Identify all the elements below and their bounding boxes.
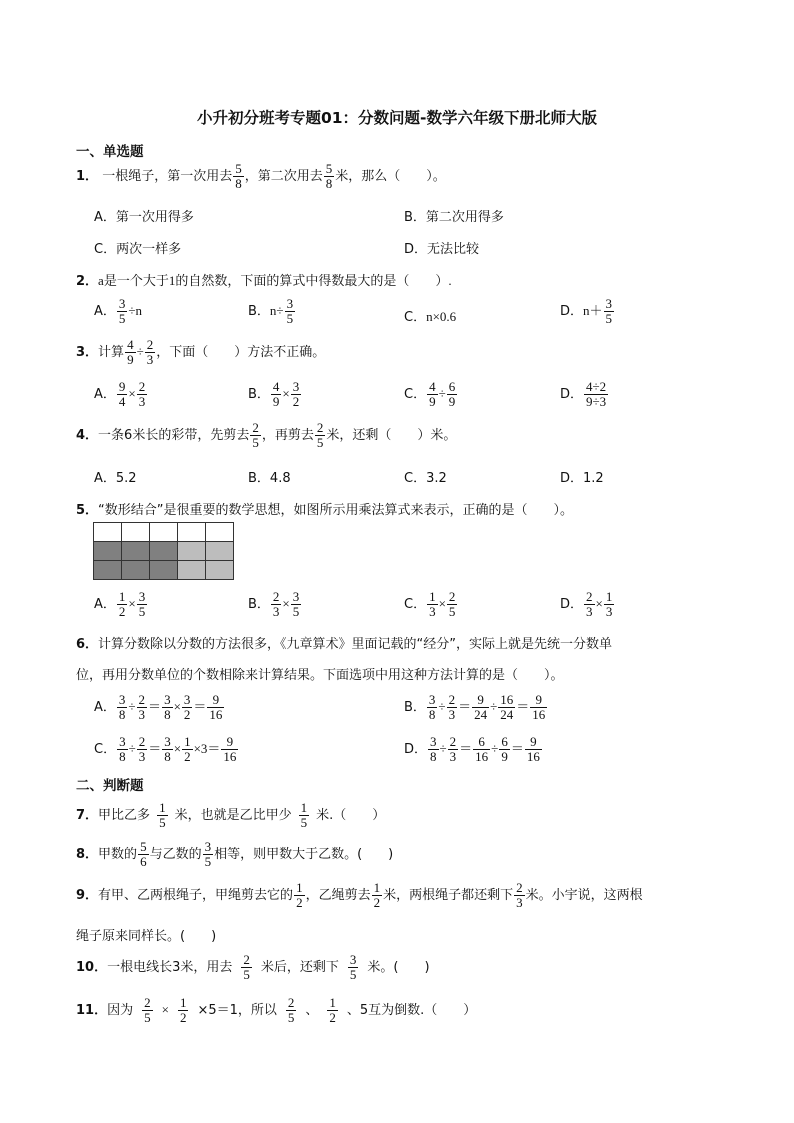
question-number: 3． <box>76 345 99 360</box>
question-5: 5．“数形结合”是很重要的数学思想，如图所示用乘法算式来表示，正确的是（ ）。 <box>76 503 574 518</box>
option-c: C．n×0.6 <box>404 309 457 325</box>
fraction: $\frac{4\div 2}{9\div 3}$ <box>586 379 607 409</box>
fraction: $\frac{1}{2}$ <box>373 880 381 910</box>
option-d: D．无法比较 <box>404 242 480 257</box>
fraction: $\frac{5}{6}$ <box>140 839 147 869</box>
question-number: 10． <box>76 960 108 975</box>
question-7: 7．甲比乙多 $\frac{1}{5}$ 米，也就是乙比甲少 $\frac{1}{5}$ 米.（ ） <box>76 800 386 830</box>
fraction: $\frac{6}{9}$ <box>501 734 508 764</box>
option-a: A．5.2 <box>94 471 137 486</box>
question-3: 3．计算 $\frac{4}{9}$ ÷ $\frac{2}{3}$ ，下面（ ）方法不正确。 <box>76 337 326 367</box>
fraction: $\frac{9}{16}$ <box>532 692 546 722</box>
option-c: C．3.2 <box>404 471 447 486</box>
grid-cell <box>178 561 206 580</box>
question-10: 10．一根电线长3米，用去 $\frac{2}{5}$ 米后，还剩下 $\frac{3}{5}$ 米。( ) <box>76 952 430 982</box>
fraction: $\frac{3}{5}$ <box>605 296 613 326</box>
grid-cell <box>150 542 178 561</box>
fraction: $\frac{3}{8}$ <box>164 734 171 764</box>
grid-cell <box>150 561 178 580</box>
fraction: $\frac{1}{2}$ <box>329 995 336 1025</box>
question-number: 1． <box>76 169 99 184</box>
grid-row <box>94 523 234 542</box>
option-b: B． $\frac{3}{8}$ ÷ $\frac{2}{3}$ ＝ $\frac{9}{24}$ ÷ $\frac{16}{24}$ ＝ $\frac{9}{16}$ <box>404 692 546 722</box>
fraction: $\frac{2}{3}$ <box>272 589 280 619</box>
option-c: C．两次一样多 <box>94 242 182 257</box>
option-c: C． $\frac{4}{9}$ ÷ $\frac{6}{9}$ <box>404 379 456 409</box>
option-d: D．n＋ $\frac{3}{5}$ <box>560 296 613 326</box>
fraction: $\frac{9}{4}$ <box>118 379 126 409</box>
question-text: 米，那么（ ）。 <box>335 169 446 184</box>
question-11: 11．因为 $\frac{2}{5}$ × $\frac{1}{2}$ ×5＝1，所以 $\frac{2}{5}$ 、 $\frac{1}{2}$ 、5互为倒数.（ ） <box>76 995 477 1025</box>
option-c: C． $\frac{1}{3}$ × $\frac{2}{5}$ <box>404 589 456 619</box>
fraction: $\frac{1}{2}$ <box>296 880 303 910</box>
fraction: $\frac{3}{5}$ <box>349 952 357 982</box>
option-c: C． $\frac{3}{8}$ ÷ $\frac{2}{3}$ ＝ $\frac{3}{8}$ × $\frac{1}{2}$ ×3＝ $\frac{9}{16}$ <box>94 734 237 764</box>
fraction: $\frac{5}{8}$ <box>235 161 242 191</box>
question-2 <box>76 270 452 289</box>
question-9-line-2: 绳子原来同样长。( ) <box>76 929 217 944</box>
fraction: $\frac{1}{3}$ <box>605 589 613 619</box>
operator: ＝ <box>516 699 530 714</box>
fraction: $\frac{3}{8}$ <box>164 692 171 722</box>
option-d: D． $\frac{2}{3}$ × $\frac{1}{3}$ <box>560 589 613 619</box>
fraction: $\frac{4}{9}$ <box>429 379 436 409</box>
fraction: $\frac{9}{16}$ <box>223 734 237 764</box>
fraction: $\frac{6}{9}$ <box>448 379 456 409</box>
question-text: a是一个大于1的自然数，下面的算式中得数最大的是（ ）. <box>98 273 452 288</box>
fraction: $\frac{1}{5}$ <box>159 800 166 830</box>
grid-cell <box>206 542 234 561</box>
fraction: $\frac{3}{5}$ <box>292 589 300 619</box>
fraction: $\frac{1}{3}$ <box>429 589 436 619</box>
grid-row <box>94 542 234 561</box>
operator: × <box>173 741 182 756</box>
option-a: A． $\frac{1}{2}$ × $\frac{3}{5}$ <box>94 589 146 619</box>
operator: ＝ <box>148 741 162 756</box>
fraction: $\frac{2}{5}$ <box>287 995 295 1025</box>
fraction: $\frac{3}{2}$ <box>183 692 191 722</box>
question-6-line-2: 位，再用分数单位的个数相除来计算结果。下面选项中用这种方法计算的是（ ）。 <box>76 668 564 683</box>
fraction: $\frac{1}{2}$ <box>184 734 191 764</box>
question-number: 4． <box>76 428 99 443</box>
grid-cell <box>150 523 178 542</box>
option-d: D． $\frac{3}{8}$ ÷ $\frac{2}{3}$ ＝ $\frac{6}{16}$ ÷ $\frac{6}{9}$ ＝ $\frac{9}{16}$ <box>404 734 540 764</box>
fraction: $\frac{3}{8}$ <box>428 692 436 722</box>
question-6: 6．计算分数除以分数的方法很多，《九章算术》里面记载的“经分”，实际上就是先统一分数单 <box>76 637 613 652</box>
fraction: $\frac{16}{24}$ <box>500 692 514 722</box>
fraction: $\frac{6}{16}$ <box>475 734 489 764</box>
fraction: $\frac{1}{2}$ <box>179 995 187 1025</box>
fraction: $\frac{2}{3}$ <box>146 337 154 367</box>
question-text: ，第二次用去 <box>244 169 323 184</box>
operator: ÷ <box>128 741 136 756</box>
shaded-grid-figure <box>93 522 234 580</box>
option-b: B． $\frac{2}{3}$ × $\frac{3}{5}$ <box>248 589 300 619</box>
question-number: 11． <box>76 1003 108 1018</box>
option-a: A． $\frac{3}{8}$ ÷ $\frac{2}{3}$ ＝ $\frac{3}{8}$ × $\frac{3}{2}$ ＝ $\frac{9}{16}$ <box>94 692 223 722</box>
fraction: $\frac{4}{9}$ <box>272 379 280 409</box>
grid-cell <box>94 542 122 561</box>
fraction: $\frac{2}{3}$ <box>449 734 457 764</box>
fraction: $\frac{1}{2}$ <box>118 589 126 619</box>
grid-cell <box>206 523 234 542</box>
operator: ÷ <box>491 741 499 756</box>
fraction: $\frac{3}{8}$ <box>430 734 437 764</box>
fraction: $\frac{2}{3}$ <box>586 589 593 619</box>
option-a: A．第一次用得多 <box>94 210 194 225</box>
fraction: $\frac{2}{3}$ <box>448 692 456 722</box>
section-heading-single-choice: 一、单选题 <box>76 144 144 160</box>
fraction: $\frac{9}{16}$ <box>526 734 540 764</box>
option-a: A． $\frac{3}{5}$ ÷n <box>94 296 143 326</box>
operator: ＝ <box>458 699 472 714</box>
fraction: $\frac{3}{8}$ <box>119 734 126 764</box>
question-9: 9．有甲、乙两根绳子，甲绳剪去它的 $\frac{1}{2}$ ，乙绳剪去 $\frac{1}{2}$ 米，两根绳子都还剩下 $\frac{2}{3}$ 米。小宇说，这两根 <box>76 880 643 910</box>
grid-cell <box>178 523 206 542</box>
question-number: 7． <box>76 808 99 823</box>
question-number: 2． <box>76 274 99 289</box>
fraction: $\frac{3}{5}$ <box>118 296 126 326</box>
operator: ÷ <box>128 699 136 714</box>
fraction: $\frac{3}{5}$ <box>204 839 212 869</box>
grid-cell <box>178 542 206 561</box>
question-1 <box>76 162 446 191</box>
option-b: B． $\frac{4}{9}$ × $\frac{3}{2}$ <box>248 379 300 409</box>
fraction: $\frac{1}{5}$ <box>300 800 308 830</box>
fraction: $\frac{9}{16}$ <box>209 692 223 722</box>
operator: ×3＝ <box>193 741 221 756</box>
question-number: 8． <box>76 847 99 862</box>
fraction: $\frac{2}{5}$ <box>252 420 259 450</box>
fraction: $\frac{3}{2}$ <box>292 379 300 409</box>
fraction: $\frac{2}{5}$ <box>448 589 456 619</box>
option-a: A． $\frac{9}{4}$ × $\frac{2}{3}$ <box>94 379 146 409</box>
question-4: 4．一条6米长的彩带，先剪去 $\frac{2}{5}$ ，再剪去 $\frac{2}{5}$ 米，还剩（ ）米。 <box>76 420 457 450</box>
question-number: 6． <box>76 637 99 652</box>
fraction: $\frac{2}{5}$ <box>316 420 324 450</box>
fraction: $\frac{2}{5}$ <box>144 995 151 1025</box>
fraction: $\frac{2}{3}$ <box>138 379 146 409</box>
option-d: D．1.2 <box>560 471 604 486</box>
option-d: D． $\frac{4\div 2}{9\div 3}$ <box>560 379 607 409</box>
grid-row <box>94 561 234 580</box>
page-title: 小升初分班考专题01：分数问题-数学六年级下册北师大版 <box>196 109 597 127</box>
operator: ＝ <box>148 699 162 714</box>
operator: ＝ <box>193 699 207 714</box>
grid-cell <box>206 561 234 580</box>
grid-cell <box>122 542 150 561</box>
section-heading-true-false: 二、判断题 <box>76 778 144 794</box>
operator: ＝ <box>510 741 524 756</box>
option-b: B．4.8 <box>248 471 291 486</box>
option-b: B．第二次用得多 <box>404 210 504 225</box>
fraction: $\frac{4}{9}$ <box>127 337 134 367</box>
fraction: $\frac{5}{8}$ <box>325 161 333 191</box>
fraction: $\frac{3}{5}$ <box>286 296 294 326</box>
operator: ÷ <box>439 741 447 756</box>
fraction: $\frac{2}{3}$ <box>516 880 523 910</box>
grid-cell <box>94 561 122 580</box>
question-number: 5． <box>76 503 99 518</box>
question-number: 9． <box>76 888 99 903</box>
question-text: 一根绳子，第一次用去 <box>102 169 233 184</box>
operator: × <box>173 699 181 714</box>
grid-cell <box>94 523 122 542</box>
fraction: $\frac{2}{3}$ <box>138 692 146 722</box>
option-b: B．n÷ $\frac{3}{5}$ <box>248 296 294 326</box>
question-8: 8．甲数的 $\frac{5}{6}$ 与乙数的 $\frac{3}{5}$ 相等，则甲数大于乙数。( ) <box>76 839 394 869</box>
operator: ÷ <box>490 699 498 714</box>
grid-cell <box>122 523 150 542</box>
grid-cell <box>122 561 150 580</box>
fraction: $\frac{3}{8}$ <box>118 692 126 722</box>
fraction: $\frac{3}{5}$ <box>138 589 146 619</box>
fraction: $\frac{2}{3}$ <box>138 734 146 764</box>
operator: ÷ <box>438 699 446 714</box>
fraction: $\frac{2}{5}$ <box>243 952 250 982</box>
operator: ＝ <box>459 741 473 756</box>
fraction: $\frac{9}{24}$ <box>474 692 488 722</box>
